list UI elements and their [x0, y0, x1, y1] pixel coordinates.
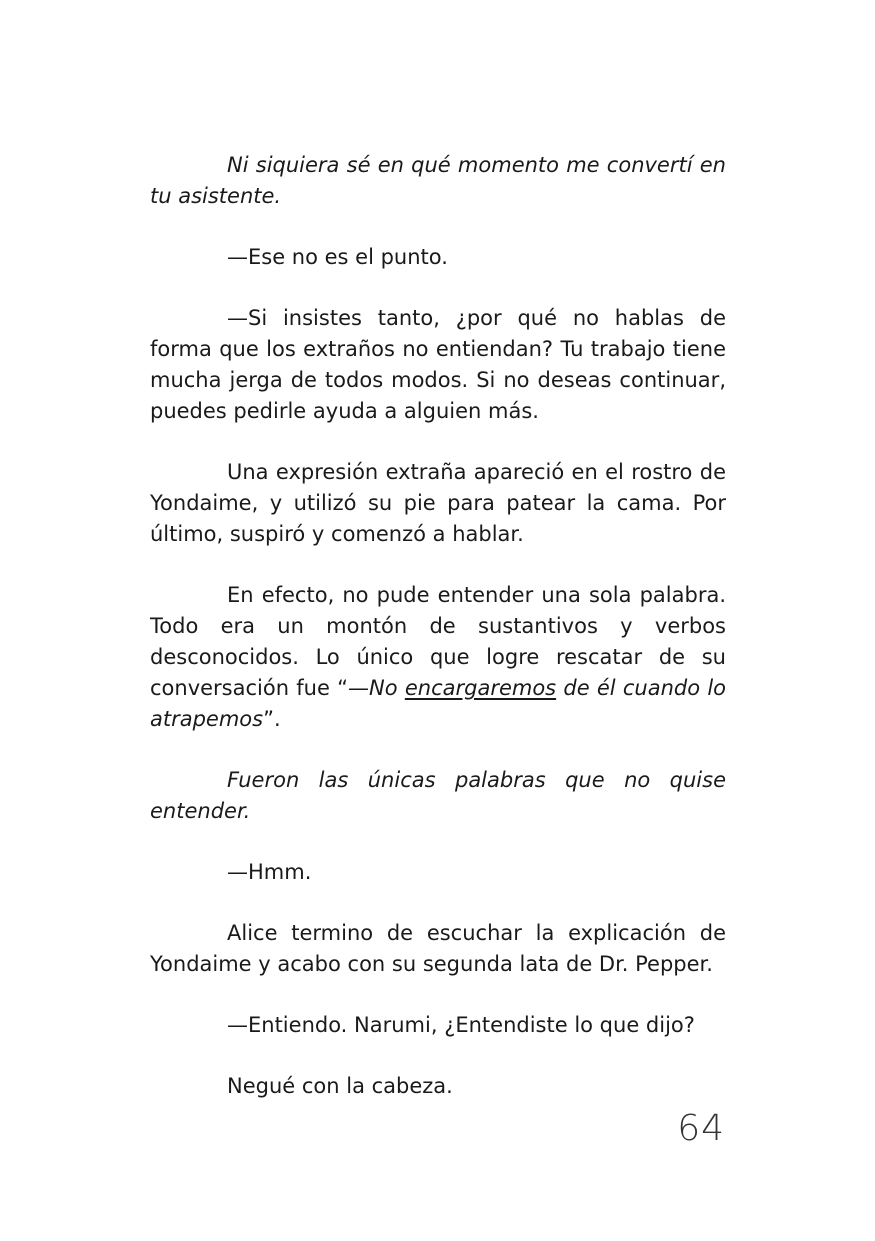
paragraph-9: —Entiendo. Narumi, ¿Entendiste lo que dijo?: [227, 1013, 695, 1037]
paragraph-5-tail: ”.: [263, 707, 281, 731]
paragraph-5-quote-b: de él cuando lo atrapemos: [150, 676, 727, 731]
paragraph-3: —Si insistes tanto, ¿por qué no hablas de forma que los extraños no entiendan? Tu trabajo tiene mucha jerga de todos modos. Si no deseas continuar, puedes pedirle ayuda a alguien más.: [150, 306, 726, 423]
page-number: 64: [677, 1108, 725, 1149]
paragraph-7: —Hmm.: [227, 860, 312, 884]
paragraph-5-quote-a: —No: [348, 676, 405, 700]
paragraph-5-quote-underlined: encargaremos: [404, 676, 557, 700]
paragraph-6: Fueron las únicas palabras que no quise entender.: [150, 768, 726, 823]
page-body: [150, 150, 726, 1132]
paragraph-10: Negué con la cabeza.: [227, 1074, 453, 1098]
paragraph-5: [150, 580, 726, 735]
paragraph-2: —Ese no es el punto.: [227, 245, 448, 269]
paragraph-8: Alice termino de escuchar la explicación de Yondaime y acabo con su segunda lata de Dr. Pepper.: [150, 921, 726, 976]
paragraph-1: Ni siquiera sé en qué momento me convertí en tu asistente.: [150, 153, 726, 208]
paragraph-5-lead: En efecto, no pude entender una sola palabra. Todo era un montón de sustantivos y verbos desconocidos. Lo único que logre rescatar de su conversación fue “: [150, 583, 726, 700]
paragraph-4: Una expresión extraña apareció en el rostro de Yondaime, y utilizó su pie para patear la cama. Por último, suspiró y comenzó a hablar.: [150, 460, 726, 546]
